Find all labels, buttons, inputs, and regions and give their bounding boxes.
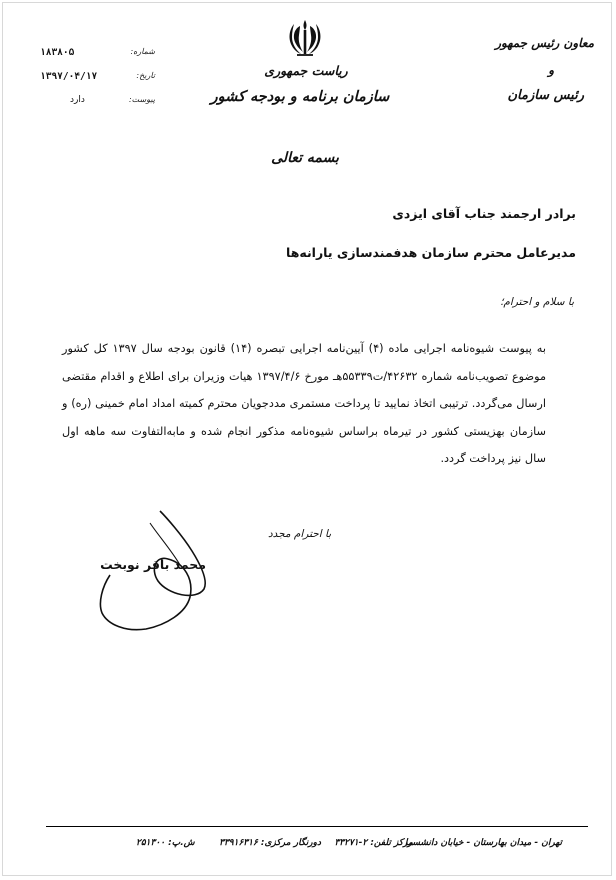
header-title-head: رئیس سازمان [507,88,584,103]
meta-attachment-label: پیوست: [128,95,155,104]
closing: با احترام مجدد [268,528,332,540]
header-title-and: و [548,63,554,77]
letter-body [62,335,546,473]
footer-phone: مرکز تلفن: ۲-۳۳۲۷۱ [334,838,413,848]
meta-date [40,71,155,87]
meta-number-value: ۱۸۳۸۰۵ [40,47,75,58]
header-title-vice-president: معاون رئیس جمهور [495,36,594,50]
greeting: با سلام و احترام؛ [500,296,574,308]
footer-divider [46,826,588,827]
footer-address: تهران - میدان بهارستان - خیابان دانشسرا [404,838,562,848]
bismillah: بسمه تعالی [271,150,339,166]
meta-attachment-value: دارد [70,95,85,105]
letter-body-paragraph: به پیوست شیوه‌نامه اجرایی ماده (۴) آیین‌نامه اجرایی تبصره (۱۴) قانون بودجه سال ۱۳۹۷ کل کشور موضوع تصویب‌نامه شماره ۴۲۶۳۲/ت۵۵۳۳۹هـ مورخ ۱۳۹۷/۴/۶ هیات وزیران برای اطلاع و اقدام مقتضی ارسال می‌گردد. ترتیبی اتخاذ نمایید تا پرداخت مستمری مددجویان محترم کمیته امداد امام خمینی (ره) و سازمان بهزیستی کشور در تیرماه براساس شیوه‌نامه مذکور انجام شده و مابه‌التفاوت سه ماهه اول سال نیز پرداخت گردد. [62,342,546,465]
signatory-name: محمد باقر نوبخت [100,557,206,572]
meta-date-label: تاریخ: [136,71,155,80]
header-presidency: ریاست جمهوری [264,63,348,78]
footer-postal: ش.پ: ۲۵۱۳۰۰ [136,838,195,848]
meta-attachment [40,95,155,111]
recipient-line-2: مدیرعامل محترم سازمان هدفمندسازی یارانه‌ها [286,245,576,260]
meta-number [40,47,155,63]
meta-number-label: شماره: [130,47,155,56]
meta-date-value: ۱۳۹۷/۰۴/۱۷ [40,71,98,82]
footer-fax: دورنگار مرکزی: ۳۳۹۱۶۳۱۶ [219,838,321,848]
emblem-icon [287,17,323,57]
recipient-line-1: برادر ارجمند جناب آقای ایزدی [392,206,576,221]
header-organization-name: سازمان برنامه و بودجه کشور [210,88,390,105]
